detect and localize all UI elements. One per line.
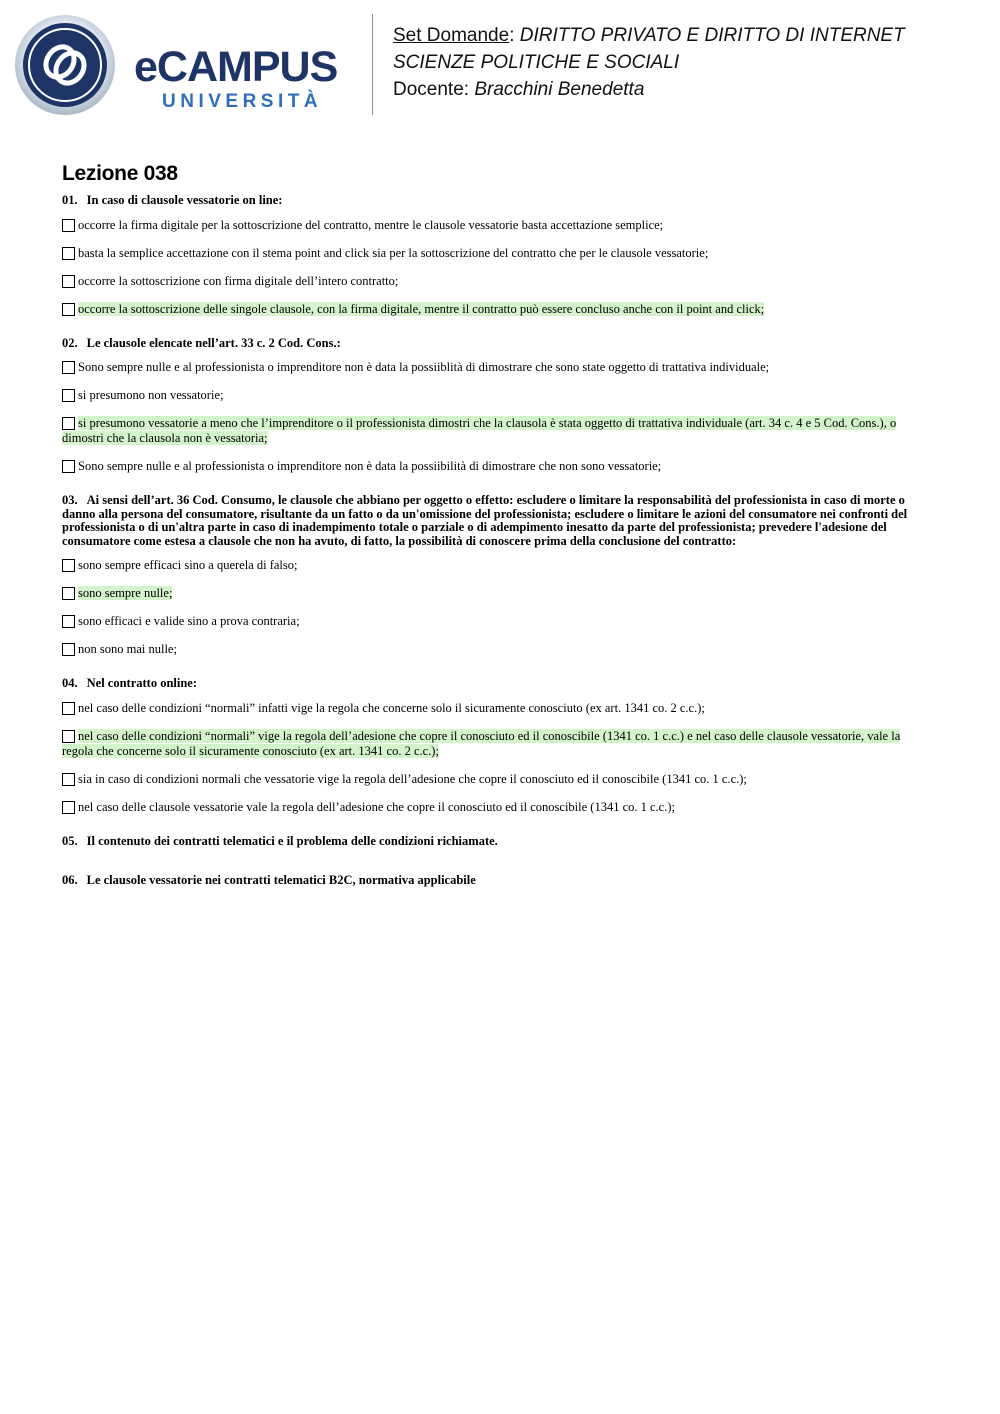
answer-option-correct[interactable]	[62, 729, 932, 759]
checkbox[interactable]	[62, 587, 75, 600]
checkbox[interactable]	[62, 361, 75, 374]
option-text-highlighted: sono sempre nulle;	[78, 586, 173, 600]
set-label: Set Domande	[393, 25, 510, 46]
answer-option-correct[interactable]	[62, 586, 932, 601]
option-text-highlighted: si presumono vessatorie a meno che l’imprenditore o il professionista dimostri che la clausola è stata oggetto di trattativa individuale (art. 34 c. 4 e 5 Cod. Cons.), o dimostri che la clausola non è vessatoria;	[62, 416, 897, 445]
checkbox[interactable]	[62, 702, 75, 715]
question-title	[62, 835, 932, 849]
checkbox[interactable]	[62, 219, 75, 232]
option-text: si presumono non vessatorie;	[78, 388, 224, 402]
question-title	[62, 194, 932, 208]
question-number: 03.	[62, 493, 78, 507]
option-text: Sono sempre nulle e al professionista o imprenditore non è data la possiibilità di dimostrare che non sono vessatorie;	[78, 459, 662, 473]
question-number: 05.	[62, 833, 78, 848]
logo-wordmark: eCAMPUS	[134, 43, 338, 91]
checkbox[interactable]	[62, 559, 75, 572]
question-title	[62, 677, 932, 691]
teacher-label: Docente:	[393, 79, 470, 100]
teacher-line	[393, 76, 993, 103]
question-title	[62, 337, 932, 351]
checkbox[interactable]	[62, 389, 75, 402]
question-text: Le clausole elencate nell’art. 33 c. 2 Cod. Cons.:	[86, 335, 341, 350]
question-06	[62, 874, 932, 888]
set-separator: :	[509, 25, 515, 46]
checkbox[interactable]	[62, 247, 75, 260]
checkbox[interactable]	[62, 303, 75, 316]
question-number: 01.	[62, 193, 78, 207]
answer-option[interactable]	[62, 558, 932, 573]
answer-option[interactable]	[62, 701, 932, 716]
option-text: occorre la firma digitale per la sottoscrizione del contratto, mentre le clausole vessatorie basta accettazione semplice;	[78, 217, 664, 232]
course-name: DIRITTO PRIVATO E DIRITTO DI INTERNET	[519, 25, 905, 46]
question-number: 02.	[62, 335, 78, 350]
questions-content	[62, 162, 932, 914]
answer-option[interactable]	[62, 642, 932, 657]
question-text: Il contenuto dei contratti telematici e il problema delle condizioni richiamate.	[86, 833, 498, 848]
header-divider	[372, 14, 373, 115]
answer-option-correct[interactable]	[62, 416, 932, 446]
question-title	[62, 494, 932, 548]
question-title	[62, 874, 932, 888]
option-text: occorre la sottoscrizione con firma digitale dell’intero contratto;	[78, 273, 399, 288]
page-header	[0, 0, 1000, 130]
option-text-highlighted: occorre la sottoscrizione delle singole clausole, con la firma digitale, mentre il contratto può essere concluso anche con il point and click;	[78, 301, 765, 316]
question-number: 04.	[62, 676, 78, 690]
answer-option[interactable]	[62, 218, 932, 233]
option-text: nel caso delle clausole vessatorie vale la regola dell’adesione che copre il conosciuto ed il conoscibile (1341 co. 1 c.c.);	[78, 799, 675, 814]
option-text: Sono sempre nulle e al professionista o imprenditore non è data la possiiblità di dimostrare che sono state oggetto di trattativa individuale;	[78, 360, 770, 374]
lesson-title: Lezione 038	[62, 162, 178, 185]
checkbox[interactable]	[62, 275, 75, 288]
option-text: basta la semplice accettazione con il stema point and click sia per la sottoscrizione del contratto che per le clausole vessatorie;	[78, 245, 709, 260]
checkbox[interactable]	[62, 417, 75, 430]
answer-option[interactable]	[62, 274, 932, 289]
set-info	[393, 22, 993, 103]
faculty-name: SCIENZE POLITICHE E SOCIALI	[393, 52, 680, 73]
question-04	[62, 677, 932, 815]
option-text: sono efficaci e valide sino a prova contraria;	[78, 614, 300, 628]
question-text: In caso di clausole vessatorie on line:	[86, 193, 283, 207]
checkbox[interactable]	[62, 615, 75, 628]
checkbox[interactable]	[62, 730, 75, 743]
answer-option[interactable]	[62, 388, 932, 403]
ecampus-logo	[14, 14, 364, 118]
question-number: 06.	[62, 873, 78, 887]
option-text: nel caso delle condizioni “normali” infatti vige la regola che concerne solo il sicuramente conosciuto (ex art. 1341 co. 2 c.c.);	[78, 700, 705, 715]
checkbox[interactable]	[62, 801, 75, 814]
option-text-highlighted: nel caso delle condizioni “normali” vige la regola dell’adesione che copre il conosciuto ed il conoscibile (1341 co. 1 c.c.) e nel caso delle clausole vessatorie, vale la regola che concerne solo il sicuramente conosciuto (ex art. 1341 co. 2 c.c.);	[62, 728, 901, 758]
answer-option[interactable]	[62, 360, 932, 375]
question-text: Nel contratto online:	[86, 676, 198, 690]
answer-option[interactable]	[62, 459, 932, 474]
teacher-name: Bracchini Benedetta	[474, 79, 645, 100]
answer-option[interactable]	[62, 772, 932, 787]
question-text: Le clausole vessatorie nei contratti telematici B2C, normativa applicabile	[86, 873, 476, 887]
option-text: sono sempre efficaci sino a querela di falso;	[78, 558, 298, 572]
set-line	[393, 22, 993, 49]
question-text: Ai sensi dell’art. 36 Cod. Consumo, le clausole che abbiano per oggetto o effetto: escludere o limitare la responsabilità del professionista in caso di morte o danno alla persona del consumatore, risultante da un fatto o da un'omissione del professionista; escludere o limitare le azioni del consumatore nei confronti del professionista o di un'altra parte in caso di inadempimento totale o parziale o di adempimento inesatto da parte del professionista; prevedere l'adesione del consumatore come estesa a clausole che non ha avuto, di fatto, la possibilità di conoscere prima della conclusione del contratto:	[62, 493, 908, 548]
logo-subtitle: UNIVERSITÀ	[162, 91, 323, 112]
option-text: non sono mai nulle;	[78, 642, 177, 656]
answer-option[interactable]	[62, 246, 932, 261]
checkbox[interactable]	[62, 643, 75, 656]
option-text: sia in caso di condizioni normali che vessatorie vige la regola dell’adesione che copre il conosciuto ed il conoscibile (1341 co. 1 c.c.);	[78, 771, 747, 786]
answer-option[interactable]	[62, 800, 932, 815]
checkbox[interactable]	[62, 460, 75, 473]
question-01	[62, 194, 932, 317]
answer-option[interactable]	[62, 614, 932, 629]
checkbox[interactable]	[62, 773, 75, 786]
question-05	[62, 835, 932, 849]
question-03	[62, 494, 932, 657]
question-02	[62, 337, 932, 475]
answer-option-correct[interactable]	[62, 302, 932, 317]
